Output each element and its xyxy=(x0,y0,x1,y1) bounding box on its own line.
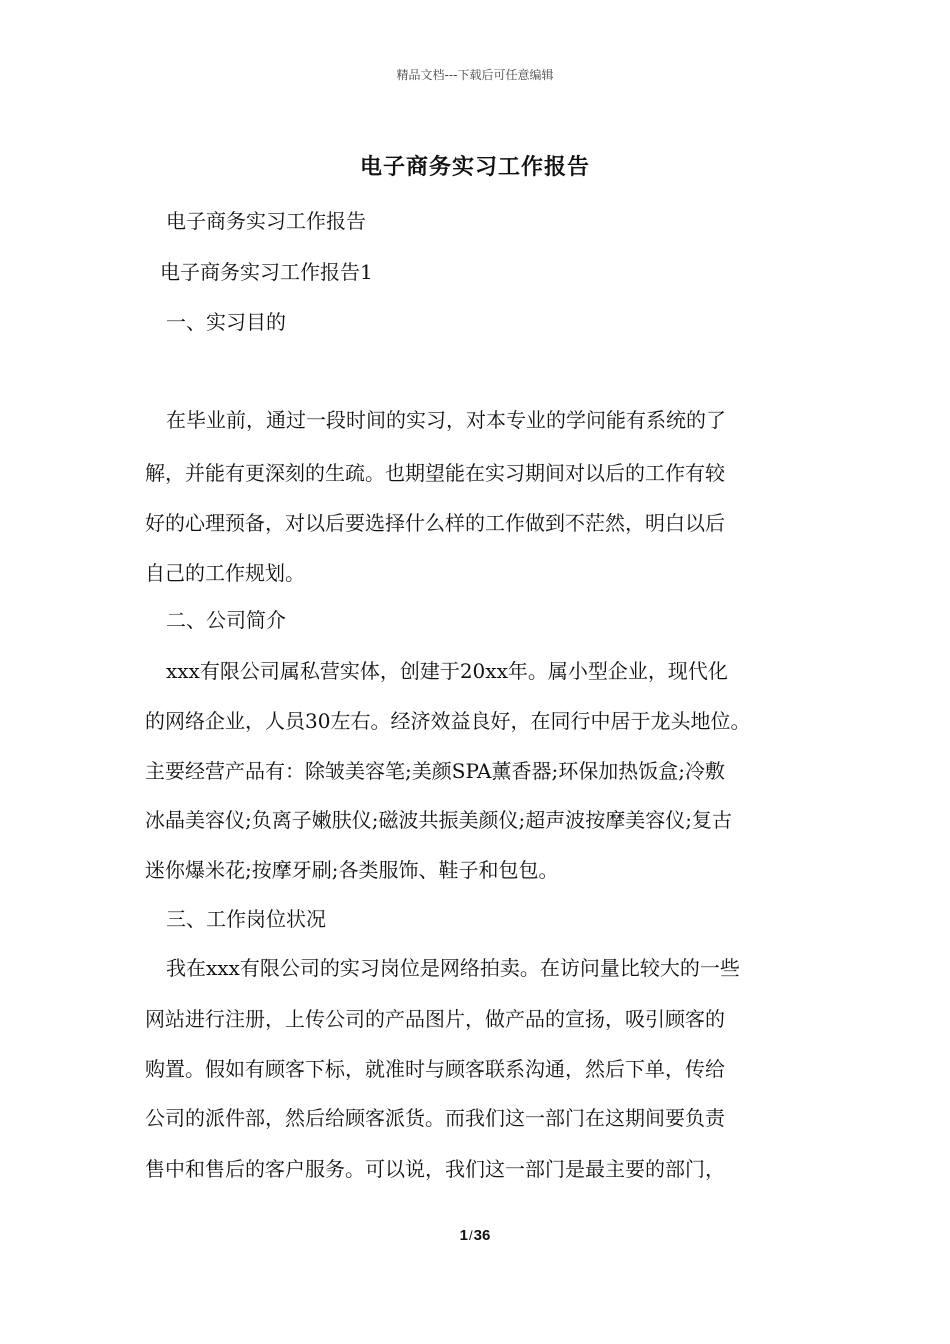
paragraph-line: xxx有限公司属私营实体，创建于20xx年。属小型企业，现代化 xyxy=(166,659,728,683)
subtitle: 电子商务实习工作报告 xyxy=(166,209,366,233)
paragraph-line: 解，并能有更深刻的生疏。也期望能在实习期间对以后的工作有较 xyxy=(145,461,725,485)
paragraph-line: 购置。假如有顾客下标，就准时与顾客联系沟通，然后下单，传给 xyxy=(145,1057,725,1081)
paragraph-line: 自己的工作规划。 xyxy=(145,561,305,585)
paragraph-line: 我在xxx有限公司的实习岗位是网络拍卖。在访问量比较大的一些 xyxy=(166,956,740,980)
paragraph-line: 售中和售后的客户服务。可以说，我们这一部门是最主要的部门， xyxy=(145,1157,725,1181)
page-total: 36 xyxy=(473,1227,491,1244)
page-header: 精品文档---下载后可任意编辑 xyxy=(396,68,554,82)
paragraph-line: 冰晶美容仪;负离子嫩肤仪;磁波共振美颜仪;超声波按摩美容仪;复古 xyxy=(145,808,732,832)
paragraph-line: 网站进行注册，上传公司的产品图片，做产品的宣扬，吸引顾客的 xyxy=(145,1007,725,1031)
document-title: 电子商务实习工作报告 xyxy=(359,154,590,180)
page-separator: / xyxy=(469,1228,473,1243)
paragraph-line: 主要经营产品有：除皱美容笔;美颜SPA薰香器;环保加热饭盒;冷敷 xyxy=(145,759,725,783)
page-number xyxy=(0,1227,950,1244)
section-heading: 二、公司简介 xyxy=(166,608,286,632)
section-heading: 一、实习目的 xyxy=(166,310,286,334)
section-heading: 三、工作岗位状况 xyxy=(166,907,326,931)
paragraph-line: 公司的派件部，然后给顾客派货。而我们这一部门在这期间要负责 xyxy=(145,1106,725,1130)
paragraph-line: 迷你爆米花;按摩牙刷;各类服饰、鞋子和包包。 xyxy=(145,858,559,882)
paragraph-line: 好的心理预备，对以后要选择什么样的工作做到不茫然，明白以后 xyxy=(145,511,725,535)
paragraph-line: 的网络企业，人员30左右。经济效益良好，在同行中居于龙头地位。 xyxy=(145,709,751,733)
report-heading: 电子商务实习工作报告1 xyxy=(160,260,373,284)
paragraph-line: 在毕业前，通过一段时间的实习，对本专业的学问能有系统的了 xyxy=(166,408,726,432)
page-current: 1 xyxy=(459,1227,469,1244)
